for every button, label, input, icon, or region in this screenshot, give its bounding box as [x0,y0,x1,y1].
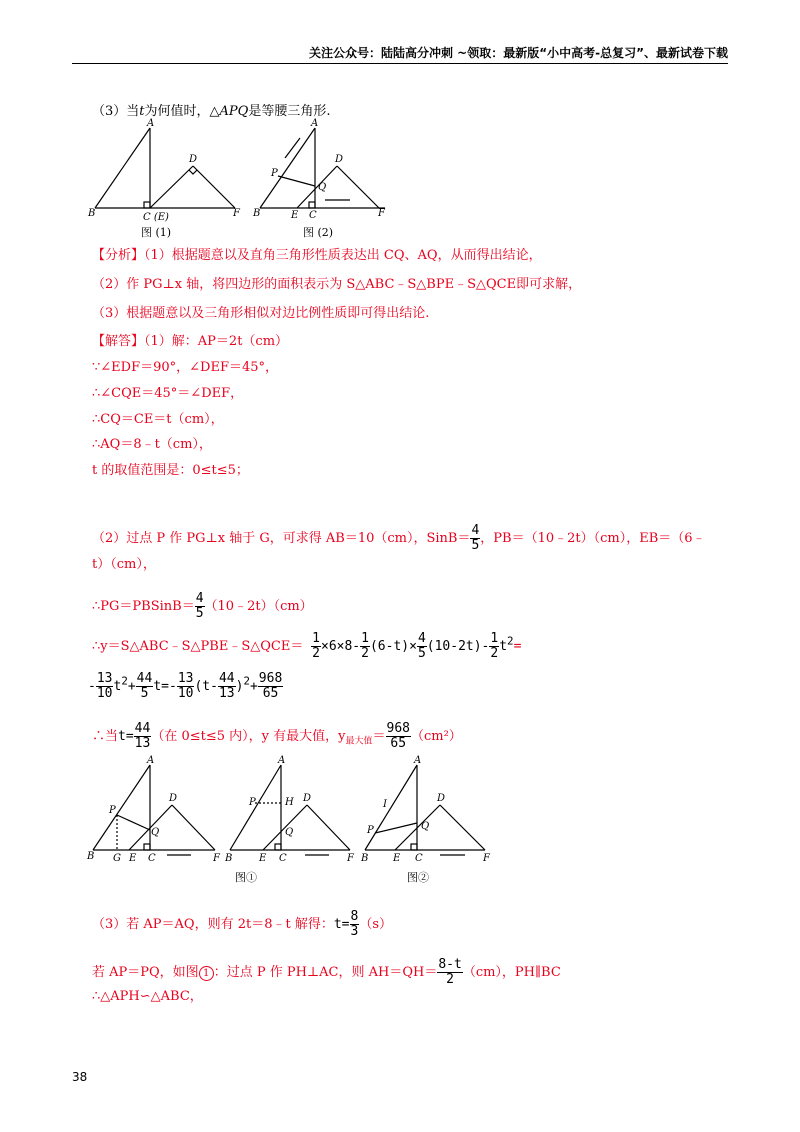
part2-line-5: - $\frac{13}{10}$ $t^2+$ $\frac{44}{5}$ t=- $\frac{13}{10}$ (t- $\frac{44}{13}$ )$^2$+ $\frac{968}{65}$ [88,671,283,701]
svg-text:I: I [383,799,387,810]
analysis-line-2: （2）作 PG⊥x 轴，将四边形的面积表示为 S△ABC﹣S△BPE﹣S△QCE即可求解， [92,277,582,292]
svg-text:A: A [278,755,286,766]
svg-text:B: B [361,853,369,864]
svg-text:C (E): C (E) [143,212,169,223]
svg-text:C: C [415,853,423,864]
svg-text:图②: 图② [407,871,429,884]
part2-line-1: （2）过点 P 作 PG⊥x 轴于 G，可求得 AB＝10（cm），SinB＝ $\frac{4}{5}$ ，PB＝（10﹣2t）（cm），EB＝（6﹣ [92,523,706,553]
figure-middle [85,755,495,885]
svg-text:D: D [437,793,446,804]
svg-text:F: F [213,853,220,864]
svg-text:P: P [249,797,256,808]
svg-text:A: A [311,118,319,129]
svg-text:Q: Q [285,827,294,838]
svg-text:E: E [393,853,401,864]
question-line: （3）当t为何值时，△APQ是等腰三角形. [92,104,331,119]
svg-text:P: P [109,805,116,816]
svg-text:F: F [483,853,490,864]
svg-text:Q: Q [151,827,160,838]
solution-line-4: ∴CQ＝CE＝t（cm）， [92,412,224,427]
part2-line-6: ∴当t= $\frac{44}{13}$ （在 0≤t≤5 内），y 有最大值，$y_{最大值}=$ $\frac{968}{65}$ （cm²） [92,721,462,751]
svg-text:F: F [347,853,354,864]
svg-text:B: B [253,208,261,219]
svg-text:F: F [233,208,240,219]
page-number: 38 [72,1070,88,1084]
figure-top [85,118,405,240]
svg-text:G: G [113,853,121,864]
svg-text:E: E [259,853,267,864]
header-divider [72,63,728,64]
svg-text:B: B [87,851,95,862]
part3-line-1: （3）若 AP＝AQ，则有 2t＝8﹣t 解得：t= $\frac{8}{3}$ （s） [92,909,392,939]
svg-text:P: P [271,168,278,179]
svg-text:D: D [335,154,344,165]
fraction: $\frac{4}{5}$ [195,591,204,621]
svg-text:B: B [88,208,96,219]
svg-text:图①: 图① [235,871,257,884]
svg-text:Q: Q [421,821,430,832]
svg-text:图 (1): 图 (1) [141,226,172,239]
svg-text:A: A [147,755,155,766]
svg-text:F: F [378,208,385,219]
solution-line-3: ∴∠CQE＝45°＝∠DEF， [92,386,244,401]
part2-line-2: t）（cm）， [92,557,156,572]
fraction: $\frac{4}{5}$ [471,523,480,553]
solution-line-1: 【解答】（1）解：AP＝2t（cm） [92,334,289,349]
svg-text:C: C [148,853,156,864]
svg-text:P: P [367,825,374,836]
solution-line-5: ∴AQ＝8﹣t（cm）， [92,437,212,452]
part3-line-3: ∴△APH∽△ABC， [92,989,203,1004]
solution-line-2: ∵∠EDF＝90°，∠DEF＝45°， [92,360,279,375]
svg-text:B: B [225,853,233,864]
svg-text:图 (2): 图 (2) [303,226,334,239]
svg-text:E: E [129,853,137,864]
svg-text:C: C [279,853,287,864]
analysis-line-1: 【分析】（1）根据题意以及直角三角形性质表达出 CQ、AQ，从而得出结论， [92,248,542,263]
svg-text:A: A [414,755,422,766]
svg-text:D: D [303,793,312,804]
circled-number: 1 [199,966,214,981]
svg-text:H: H [285,797,294,808]
svg-text:D: D [169,793,178,804]
analysis-line-3: （3）根据题意以及三角形相似对边比例性质即可得出结论. [92,306,430,321]
svg-text:D: D [189,154,198,165]
svg-text:C: C [309,210,317,221]
part2-line-4: ∴y＝S△ABC﹣S△PBE﹣S△QCE＝ $\frac{1}{2}$ ×6×8- $\frac{1}{2}$ (6-t)× $\frac{4}{5}$ (10-2t)- $\frac{1}{2}$ $t^2=$ [92,631,522,661]
svg-text:A: A [147,118,155,129]
part2-line-3: ∴PG＝PBSinB＝ $\frac{4}{5}$ （10﹣2t）（cm） [92,591,313,621]
svg-text:Q: Q [318,182,327,193]
part3-line-2: 若 AP＝PQ，如图 1 ：过点 P 作 PH⊥AC，则 AH＝QH＝ $\frac{8-t}{2}$ （cm），PH∥BC [92,957,561,987]
svg-text:E: E [291,210,299,221]
page-header: 关注公众号：陆陆高分冲刺 ~领取：最新版“小中高考-总复习”、最新试卷下载 [309,46,728,60]
solution-line-6: t 的取值范围是：0≤t≤5； [92,463,249,478]
